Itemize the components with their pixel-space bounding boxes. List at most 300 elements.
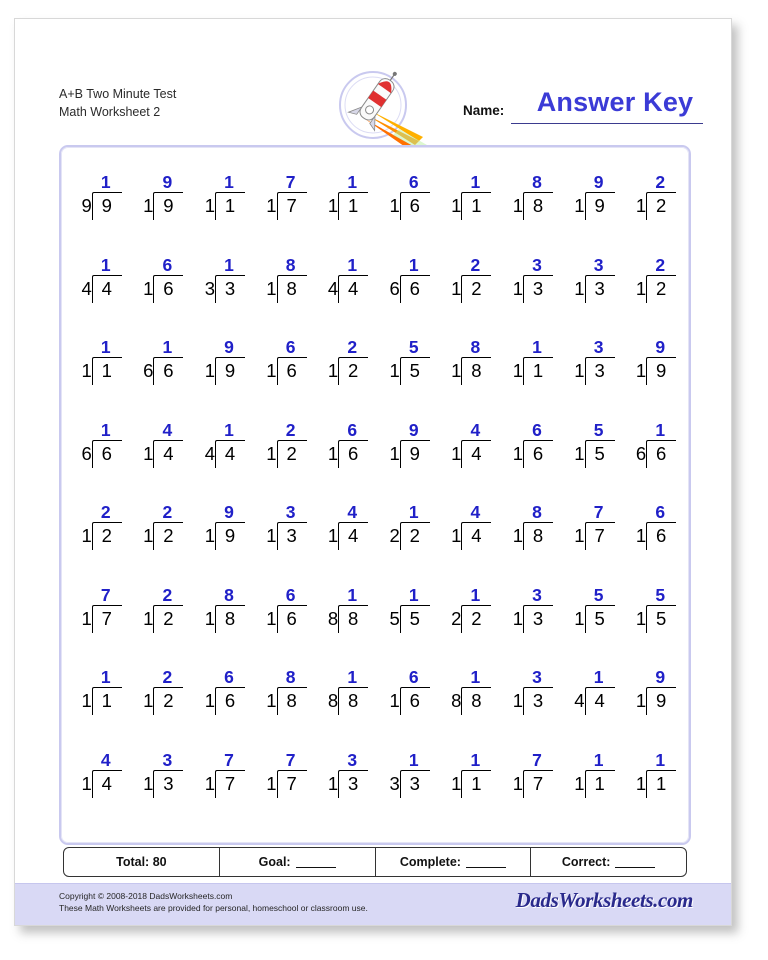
division-problem [506, 338, 552, 390]
divisor: 1 [204, 360, 215, 381]
dividend: 2 [163, 607, 174, 629]
correct-label: Correct: [561, 855, 611, 869]
divisor: 1 [512, 772, 523, 794]
dividend: 8 [224, 607, 236, 629]
quotient-answer: 5 [408, 337, 419, 357]
divisor: 1 [327, 525, 339, 546]
problem-cell [129, 751, 191, 834]
problem-cell [621, 503, 683, 586]
dividend: 3 [163, 772, 174, 794]
division-problem [198, 338, 244, 390]
divisor: 1 [266, 360, 277, 381]
divisor: 1 [451, 277, 462, 299]
problem-cell [437, 751, 499, 834]
quotient-answer: 2 [162, 502, 173, 522]
totals-bar [63, 847, 687, 877]
divisor: 6 [635, 442, 647, 464]
divisor: 1 [266, 525, 277, 546]
quotient-answer: 4 [100, 749, 111, 770]
quotient-answer: 2 [655, 172, 666, 192]
division-problem [629, 256, 675, 308]
goal-cell[interactable] [219, 848, 375, 876]
division-problem [383, 586, 429, 638]
dividend: 8 [532, 195, 544, 216]
problem-cell [560, 173, 622, 256]
divisor: 1 [451, 772, 462, 794]
problem-cell [129, 173, 191, 256]
quotient-answer: 1 [593, 667, 604, 687]
division-problem [260, 421, 306, 473]
divisor: 1 [81, 360, 92, 381]
problem-cell [498, 421, 560, 504]
division-problem [568, 586, 614, 638]
division-problem [321, 338, 367, 390]
dividend: 3 [532, 607, 544, 629]
problem-cell [190, 586, 252, 669]
division-problem [444, 586, 490, 638]
problem-cell [252, 586, 314, 669]
divisor: 1 [81, 690, 92, 711]
problem-cell [498, 338, 560, 421]
divisor: 1 [635, 360, 647, 381]
divisor: 1 [204, 690, 215, 711]
problem-cell [129, 503, 191, 586]
dividend: 7 [101, 607, 112, 629]
division-problem [136, 751, 182, 803]
problem-cell [252, 668, 314, 751]
quotient-answer: 1 [162, 337, 173, 357]
quotient-answer: 1 [224, 419, 234, 440]
problem-cell [67, 751, 129, 834]
divisor: 1 [143, 442, 154, 464]
division-problem [321, 173, 367, 225]
quotient-answer: 1 [470, 172, 481, 192]
problem-cell [375, 173, 437, 256]
quotient-answer: 5 [593, 419, 604, 440]
dividend: 6 [286, 360, 297, 381]
divisor: 1 [512, 525, 523, 546]
division-problem [506, 503, 552, 555]
problem-cell [375, 751, 437, 834]
quotient-answer: 3 [532, 667, 542, 687]
division-problem [383, 751, 429, 803]
problem-cell [313, 668, 375, 751]
divisor: 3 [389, 772, 400, 794]
problem-cell [313, 421, 375, 504]
dividend: 8 [286, 690, 297, 711]
dividend: 4 [163, 442, 174, 464]
divisor: 1 [327, 360, 339, 381]
dividend: 9 [656, 360, 667, 381]
dividend: 6 [409, 690, 420, 711]
dividend: 6 [101, 442, 112, 464]
divisor: 9 [81, 195, 92, 216]
title-line-2: Math Worksheet 2 [59, 105, 161, 119]
dividend: 6 [656, 442, 667, 464]
dividend: 7 [286, 195, 297, 216]
dividend: 3 [594, 360, 605, 381]
dividend: 6 [224, 690, 236, 711]
quotient-answer: 7 [224, 749, 234, 770]
quotient-answer: 6 [408, 667, 419, 687]
problem-cell [621, 173, 683, 256]
quotient-answer: 1 [470, 749, 481, 770]
dividend: 1 [224, 195, 236, 216]
dividend: 6 [286, 607, 297, 629]
problem-cell [560, 586, 622, 669]
division-problem [629, 173, 675, 225]
divisor: 1 [635, 690, 647, 711]
divisor: 1 [266, 690, 277, 711]
division-problem [506, 751, 552, 803]
problem-cell [190, 173, 252, 256]
dividend: 2 [348, 360, 359, 381]
problem-cell [190, 256, 252, 339]
name-label: Name: [463, 103, 505, 118]
quotient-answer: 1 [593, 749, 604, 770]
problem-cell [560, 751, 622, 834]
divisor: 4 [574, 690, 585, 711]
problem-cell [498, 256, 560, 339]
quotient-answer: 1 [470, 667, 481, 687]
dividend: 3 [532, 277, 544, 299]
quotient-answer: 1 [347, 172, 358, 192]
divisor: 1 [635, 195, 647, 216]
divisor: 4 [327, 277, 339, 299]
division-problem [506, 586, 552, 638]
quotient-answer: 1 [408, 749, 419, 770]
quotient-answer: 8 [470, 337, 481, 357]
dividend: 9 [224, 525, 236, 546]
division-problem [568, 173, 614, 225]
division-problem [260, 668, 306, 720]
division-problem [136, 338, 182, 390]
dividend: 2 [101, 525, 112, 546]
quotient-answer: 1 [100, 419, 111, 440]
division-problem [444, 173, 490, 225]
problem-cell [252, 751, 314, 834]
dividend: 1 [101, 690, 112, 711]
problem-cell [560, 668, 622, 751]
dividend: 4 [101, 772, 112, 794]
dividend: 4 [224, 442, 236, 464]
divisor: 1 [451, 442, 462, 464]
dividend: 6 [409, 277, 420, 299]
complete-cell[interactable] [375, 848, 531, 876]
dividend: 1 [532, 360, 544, 381]
dividend: 9 [163, 195, 174, 216]
divisor: 1 [635, 607, 647, 629]
division-problem [383, 338, 429, 390]
rocket-icon [315, 67, 445, 157]
divisor: 1 [143, 607, 154, 629]
quotient-answer: 1 [470, 584, 481, 605]
quotient-answer: 4 [470, 419, 481, 440]
name-field-group [463, 87, 703, 127]
dividend: 3 [224, 277, 236, 299]
division-problem [506, 256, 552, 308]
division-problem [198, 586, 244, 638]
quotient-answer: 3 [593, 337, 604, 357]
dividend: 8 [286, 277, 297, 299]
correct-cell[interactable] [530, 848, 686, 876]
quotient-answer: 7 [532, 749, 542, 770]
problems-panel [59, 145, 691, 845]
division-problem [260, 173, 306, 225]
quotient-answer: 2 [655, 254, 666, 275]
division-problem [260, 338, 306, 390]
division-problem [260, 586, 306, 638]
problem-cell [190, 503, 252, 586]
dividend: 6 [163, 277, 174, 299]
division-problem [198, 668, 244, 720]
division-problem [321, 503, 367, 555]
division-problem [444, 503, 490, 555]
problem-cell [375, 338, 437, 421]
quotient-answer: 1 [224, 254, 234, 275]
dividend: 4 [101, 277, 112, 299]
quotient-answer: 2 [162, 667, 173, 687]
division-problem [444, 338, 490, 390]
problem-cell [375, 256, 437, 339]
dividend: 4 [471, 442, 482, 464]
problem-cell [313, 751, 375, 834]
problem-cell [252, 503, 314, 586]
quotient-answer: 1 [655, 749, 666, 770]
division-problem [568, 256, 614, 308]
division-problem [383, 173, 429, 225]
problem-cell [560, 503, 622, 586]
goal-blank[interactable] [296, 856, 336, 868]
divisor: 1 [266, 607, 277, 629]
quotient-answer: 6 [285, 584, 296, 605]
divisor: 1 [512, 442, 523, 464]
quotient-answer: 7 [100, 584, 111, 605]
divisor: 6 [143, 360, 154, 381]
division-problem [321, 668, 367, 720]
quotient-answer: 1 [408, 584, 419, 605]
problem-cell [375, 503, 437, 586]
division-problem [136, 668, 182, 720]
division-problem [136, 256, 182, 308]
quotient-answer: 1 [100, 667, 111, 687]
divisor: 2 [389, 525, 400, 546]
problem-cell [129, 668, 191, 751]
problem-cell [560, 338, 622, 421]
division-problem [506, 421, 552, 473]
quotient-answer: 9 [593, 172, 604, 192]
complete-label: Complete: [399, 855, 461, 869]
dividend: 8 [348, 607, 359, 629]
problem-grid [67, 173, 683, 833]
correct-blank[interactable] [615, 856, 655, 868]
divisor: 1 [635, 772, 647, 794]
problem-cell [313, 586, 375, 669]
divisor: 8 [327, 607, 339, 629]
problem-cell [437, 668, 499, 751]
problem-cell [313, 173, 375, 256]
division-problem [260, 751, 306, 803]
problem-cell [129, 338, 191, 421]
quotient-answer: 9 [655, 667, 666, 687]
division-problem [629, 751, 675, 803]
dividend: 8 [471, 690, 482, 711]
problem-cell [621, 256, 683, 339]
dividend: 6 [532, 442, 544, 464]
dividend: 5 [656, 607, 667, 629]
dividend: 4 [348, 277, 359, 299]
problem-cell [313, 503, 375, 586]
problem-cell [621, 668, 683, 751]
problem-cell [129, 586, 191, 669]
divisor: 1 [327, 442, 339, 464]
dividend: 3 [409, 772, 420, 794]
problem-cell [190, 668, 252, 751]
quotient-answer: 6 [347, 419, 358, 440]
division-problem [75, 421, 121, 473]
dividend: 7 [594, 525, 605, 546]
dividend: 2 [163, 525, 174, 546]
quotient-answer: 1 [655, 419, 666, 440]
division-problem [629, 421, 675, 473]
quotient-answer: 7 [285, 749, 296, 770]
dividend: 6 [348, 442, 359, 464]
copyright-block [59, 890, 368, 914]
copyright-line-1: Copyright © 2008-2018 DadsWorksheets.com [59, 891, 233, 901]
divisor: 4 [81, 277, 92, 299]
problem-cell [67, 421, 129, 504]
divisor: 6 [81, 442, 92, 464]
divisor: 1 [204, 195, 215, 216]
quotient-answer: 4 [470, 502, 481, 522]
division-problem [568, 668, 614, 720]
quotient-answer: 1 [408, 254, 419, 275]
divisor: 1 [451, 525, 462, 546]
quotient-answer: 6 [408, 172, 419, 192]
dividend: 9 [656, 690, 667, 711]
divisor: 1 [512, 277, 523, 299]
dividend: 2 [409, 525, 420, 546]
division-problem [198, 256, 244, 308]
dividend: 7 [224, 772, 236, 794]
quotient-answer: 6 [285, 337, 296, 357]
quotient-answer: 4 [162, 419, 173, 440]
problem-cell [621, 586, 683, 669]
worksheet-page [14, 18, 732, 926]
problem-cell [437, 503, 499, 586]
quotient-answer: 8 [224, 584, 234, 605]
quotient-answer: 1 [532, 337, 542, 357]
dividend: 4 [348, 525, 359, 546]
divisor: 1 [204, 525, 215, 546]
problem-cell [498, 586, 560, 669]
problem-cell [621, 751, 683, 834]
quotient-answer: 1 [347, 254, 358, 275]
quotient-answer: 8 [532, 172, 542, 192]
divisor: 1 [389, 442, 400, 464]
problem-cell [437, 173, 499, 256]
divisor: 1 [512, 690, 523, 711]
dividend: 3 [532, 690, 544, 711]
quotient-answer: 6 [532, 419, 542, 440]
division-problem [444, 256, 490, 308]
divisor: 1 [574, 360, 585, 381]
divisor: 1 [512, 195, 523, 216]
problem-cell [252, 173, 314, 256]
divisor: 1 [574, 525, 585, 546]
problem-cell [498, 668, 560, 751]
division-problem [75, 338, 121, 390]
problem-cell [560, 256, 622, 339]
problem-cell [67, 586, 129, 669]
problem-cell [375, 421, 437, 504]
quotient-answer: 9 [224, 337, 234, 357]
problem-cell [498, 751, 560, 834]
problem-cell [67, 338, 129, 421]
dividend: 1 [656, 772, 667, 794]
problem-cell [67, 256, 129, 339]
quotient-answer: 1 [100, 337, 111, 357]
divisor: 1 [143, 525, 154, 546]
worksheet-header [15, 19, 731, 137]
dividend: 2 [163, 690, 174, 711]
division-problem [75, 256, 121, 308]
quotient-answer: 6 [162, 254, 173, 275]
problem-cell [437, 338, 499, 421]
divisor: 1 [143, 195, 154, 216]
division-problem [568, 751, 614, 803]
divisor: 1 [512, 360, 523, 381]
divisor: 1 [574, 772, 585, 794]
quotient-answer: 4 [347, 502, 358, 522]
quotient-answer: 3 [347, 749, 358, 770]
problem-cell [190, 338, 252, 421]
dividend: 9 [101, 195, 112, 216]
complete-blank[interactable] [466, 856, 506, 868]
problem-cell [190, 421, 252, 504]
quotient-answer: 8 [285, 254, 296, 275]
division-problem [75, 173, 121, 225]
problem-cell [129, 256, 191, 339]
division-problem [260, 256, 306, 308]
division-problem [75, 586, 121, 638]
divisor: 1 [327, 772, 339, 794]
division-problem [198, 751, 244, 803]
dividend: 6 [163, 360, 174, 381]
division-problem [506, 668, 552, 720]
dividend: 4 [471, 525, 482, 546]
dividend: 1 [471, 195, 482, 216]
division-problem [260, 503, 306, 555]
divisor: 8 [451, 690, 462, 711]
quotient-answer: 3 [162, 749, 173, 770]
divisor: 1 [389, 195, 400, 216]
quotient-answer: 3 [532, 584, 542, 605]
division-problem [198, 421, 244, 473]
division-problem [198, 173, 244, 225]
dividend: 9 [409, 442, 420, 464]
name-input-line[interactable] [511, 123, 703, 124]
worksheet-title [59, 85, 176, 121]
goal-label: Goal: [258, 855, 291, 869]
divisor: 1 [81, 772, 92, 794]
dividend: 4 [594, 690, 605, 711]
page-footer [15, 883, 731, 926]
divisor: 5 [389, 607, 400, 629]
quotient-answer: 1 [408, 502, 419, 522]
dividend: 9 [594, 195, 605, 216]
brand-logo[interactable]: DadsWorksheets.com [515, 888, 693, 912]
